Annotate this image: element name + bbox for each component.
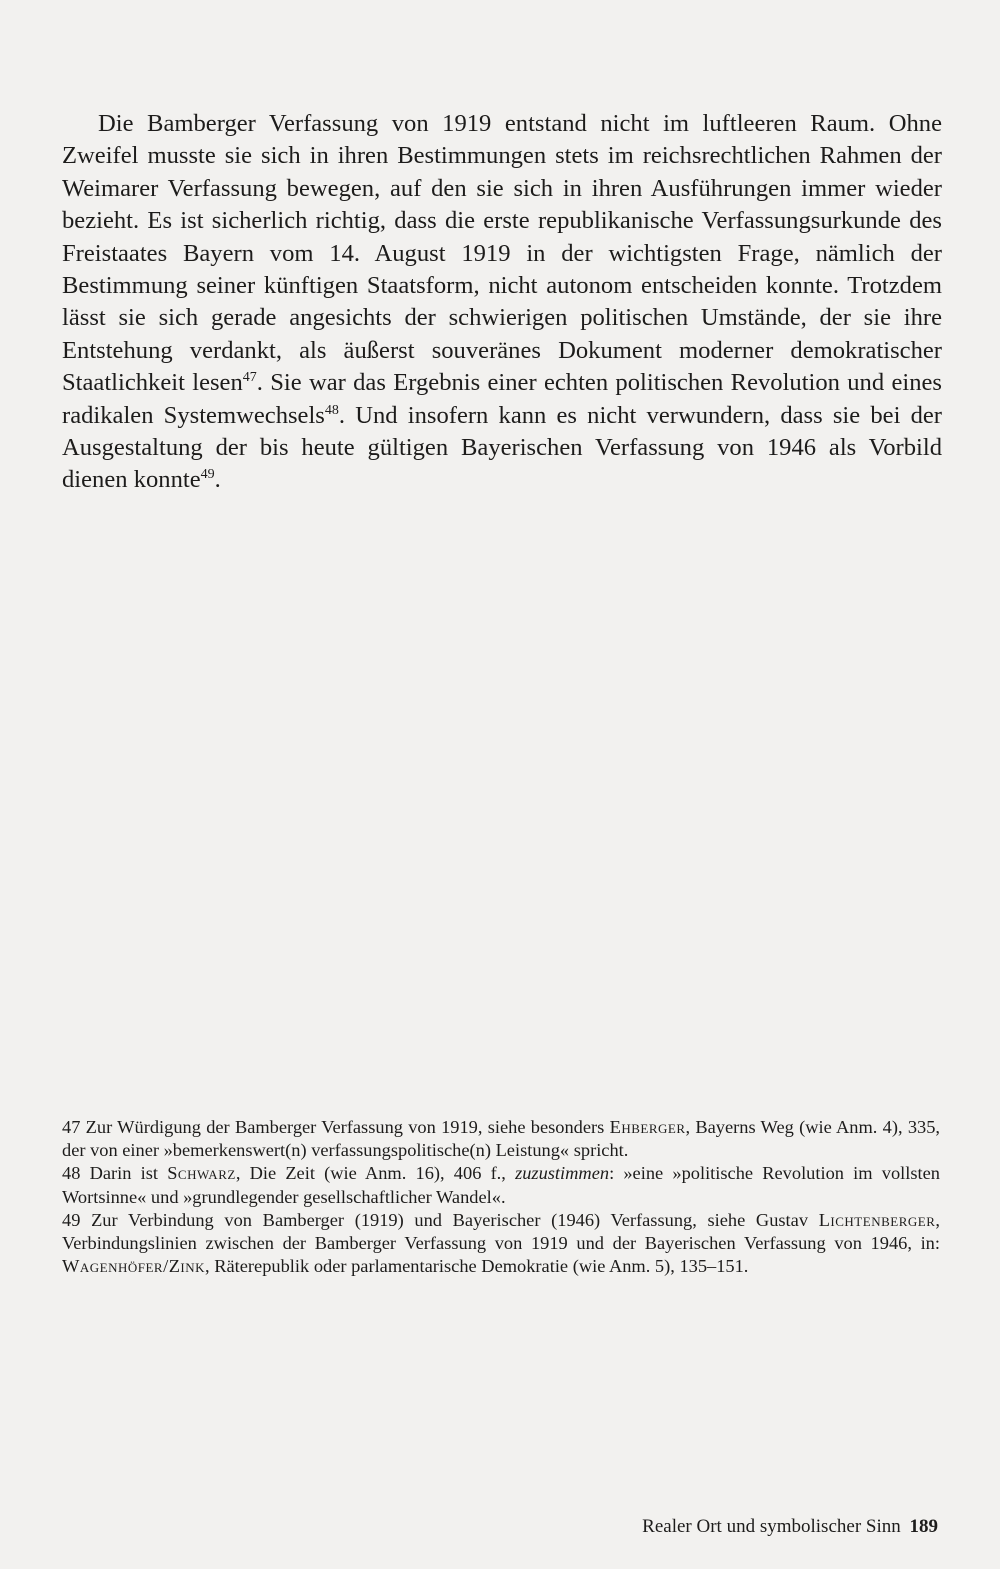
footnote-48 bbox=[62, 1162, 940, 1208]
footnote-text: , Bayerns Weg (wie Anm. 4), 335, der von einer »bemerkenswert(n) verfassungspolitische(n) Leistung« spricht. bbox=[62, 1117, 941, 1161]
page-number: 189 bbox=[909, 1516, 938, 1537]
footnote-author: Wagenhöfer/Zink bbox=[62, 1256, 206, 1277]
footnote-author: Schwarz bbox=[167, 1163, 236, 1184]
footnote-text: : »eine »politische Revolution im vollsten Wortsinne« und »grundlegender gesellschaftlicher Wandel«. bbox=[62, 1163, 940, 1207]
footnote-number: 49 bbox=[62, 1209, 81, 1230]
footnotes bbox=[62, 1116, 940, 1278]
footnote-ref: 48 bbox=[324, 402, 339, 418]
footnote-47 bbox=[62, 1116, 940, 1162]
footnote-author: Lichtenberger bbox=[818, 1209, 936, 1230]
body-paragraph bbox=[62, 108, 942, 497]
footnote-emphasis: zuzustimmen bbox=[515, 1163, 610, 1184]
running-footer bbox=[642, 1516, 938, 1538]
body-text-part: . Und insofern kann es nicht verwundern, dass sie bei der Ausgestaltung der bis heute gültigen Bayerischen Verfassung von 1946 als Vorbild dienen konnte bbox=[62, 401, 942, 494]
footnote-number: 47 bbox=[62, 1117, 81, 1137]
footnote-text: Darin ist bbox=[89, 1163, 168, 1184]
footnote-number: 48 bbox=[62, 1163, 81, 1184]
body-text-part: . Sie war das Ergebnis einer echten politischen Revolution und eines radikalen Systemwechsels bbox=[62, 369, 942, 429]
footnote-text: , Verbindungslinien zwischen der Bamberger Verfassung von 1919 und der Bayerischen Verfassung von 1946, in: bbox=[62, 1209, 940, 1254]
body-text-part: . bbox=[214, 466, 221, 494]
footnote-text: Zur Verbindung von Bamberger (1919) und Bayerischer (1946) Verfassung, siehe Gustav bbox=[91, 1209, 819, 1230]
footnote-author: Ehberger bbox=[609, 1117, 686, 1137]
footnote-ref: 49 bbox=[200, 467, 215, 483]
footnote-text: , Räterepublik oder parlamentarische Demokratie (wie Anm. 5), 135–151. bbox=[205, 1256, 749, 1277]
body-text-part: Die Bamberger Verfassung von 1919 entstand nicht im luftleeren Raum. Ohne Zweifel musste sie sich in ihren Bestimmungen stets im reichsrechtlichen Rahmen der Weimarer Verfassung bewegen, auf den sie sich in ihren Ausführungen immer wieder bezieht. Es ist sicherlich richtig, dass die erste republikanische Verfassungsurkunde des Freistaates Bayern vom 14. August 1919 in der wichtigsten Frage, nämlich der Bestimmung seiner künftigen Staatsform, nicht autonom entscheiden konnte. Trotzdem lässt sie sich gerade angesichts der schwierigen politischen Umstände, der sie ihre Entstehung verdankt, als äußerst souveränes Dokument moderner demokratischer Staatlichkeit lesen bbox=[62, 110, 942, 397]
footnote-49 bbox=[62, 1209, 940, 1279]
footnote-text: , Die Zeit (wie Anm. 16), 406 f., bbox=[235, 1163, 516, 1184]
footnote-text: Zur Würdigung der Bamberger Verfassung von 1919, siehe besonders bbox=[85, 1117, 610, 1137]
footnote-ref: 47 bbox=[242, 370, 257, 386]
running-title: Realer Ort und symbolischer Sinn bbox=[642, 1516, 901, 1537]
